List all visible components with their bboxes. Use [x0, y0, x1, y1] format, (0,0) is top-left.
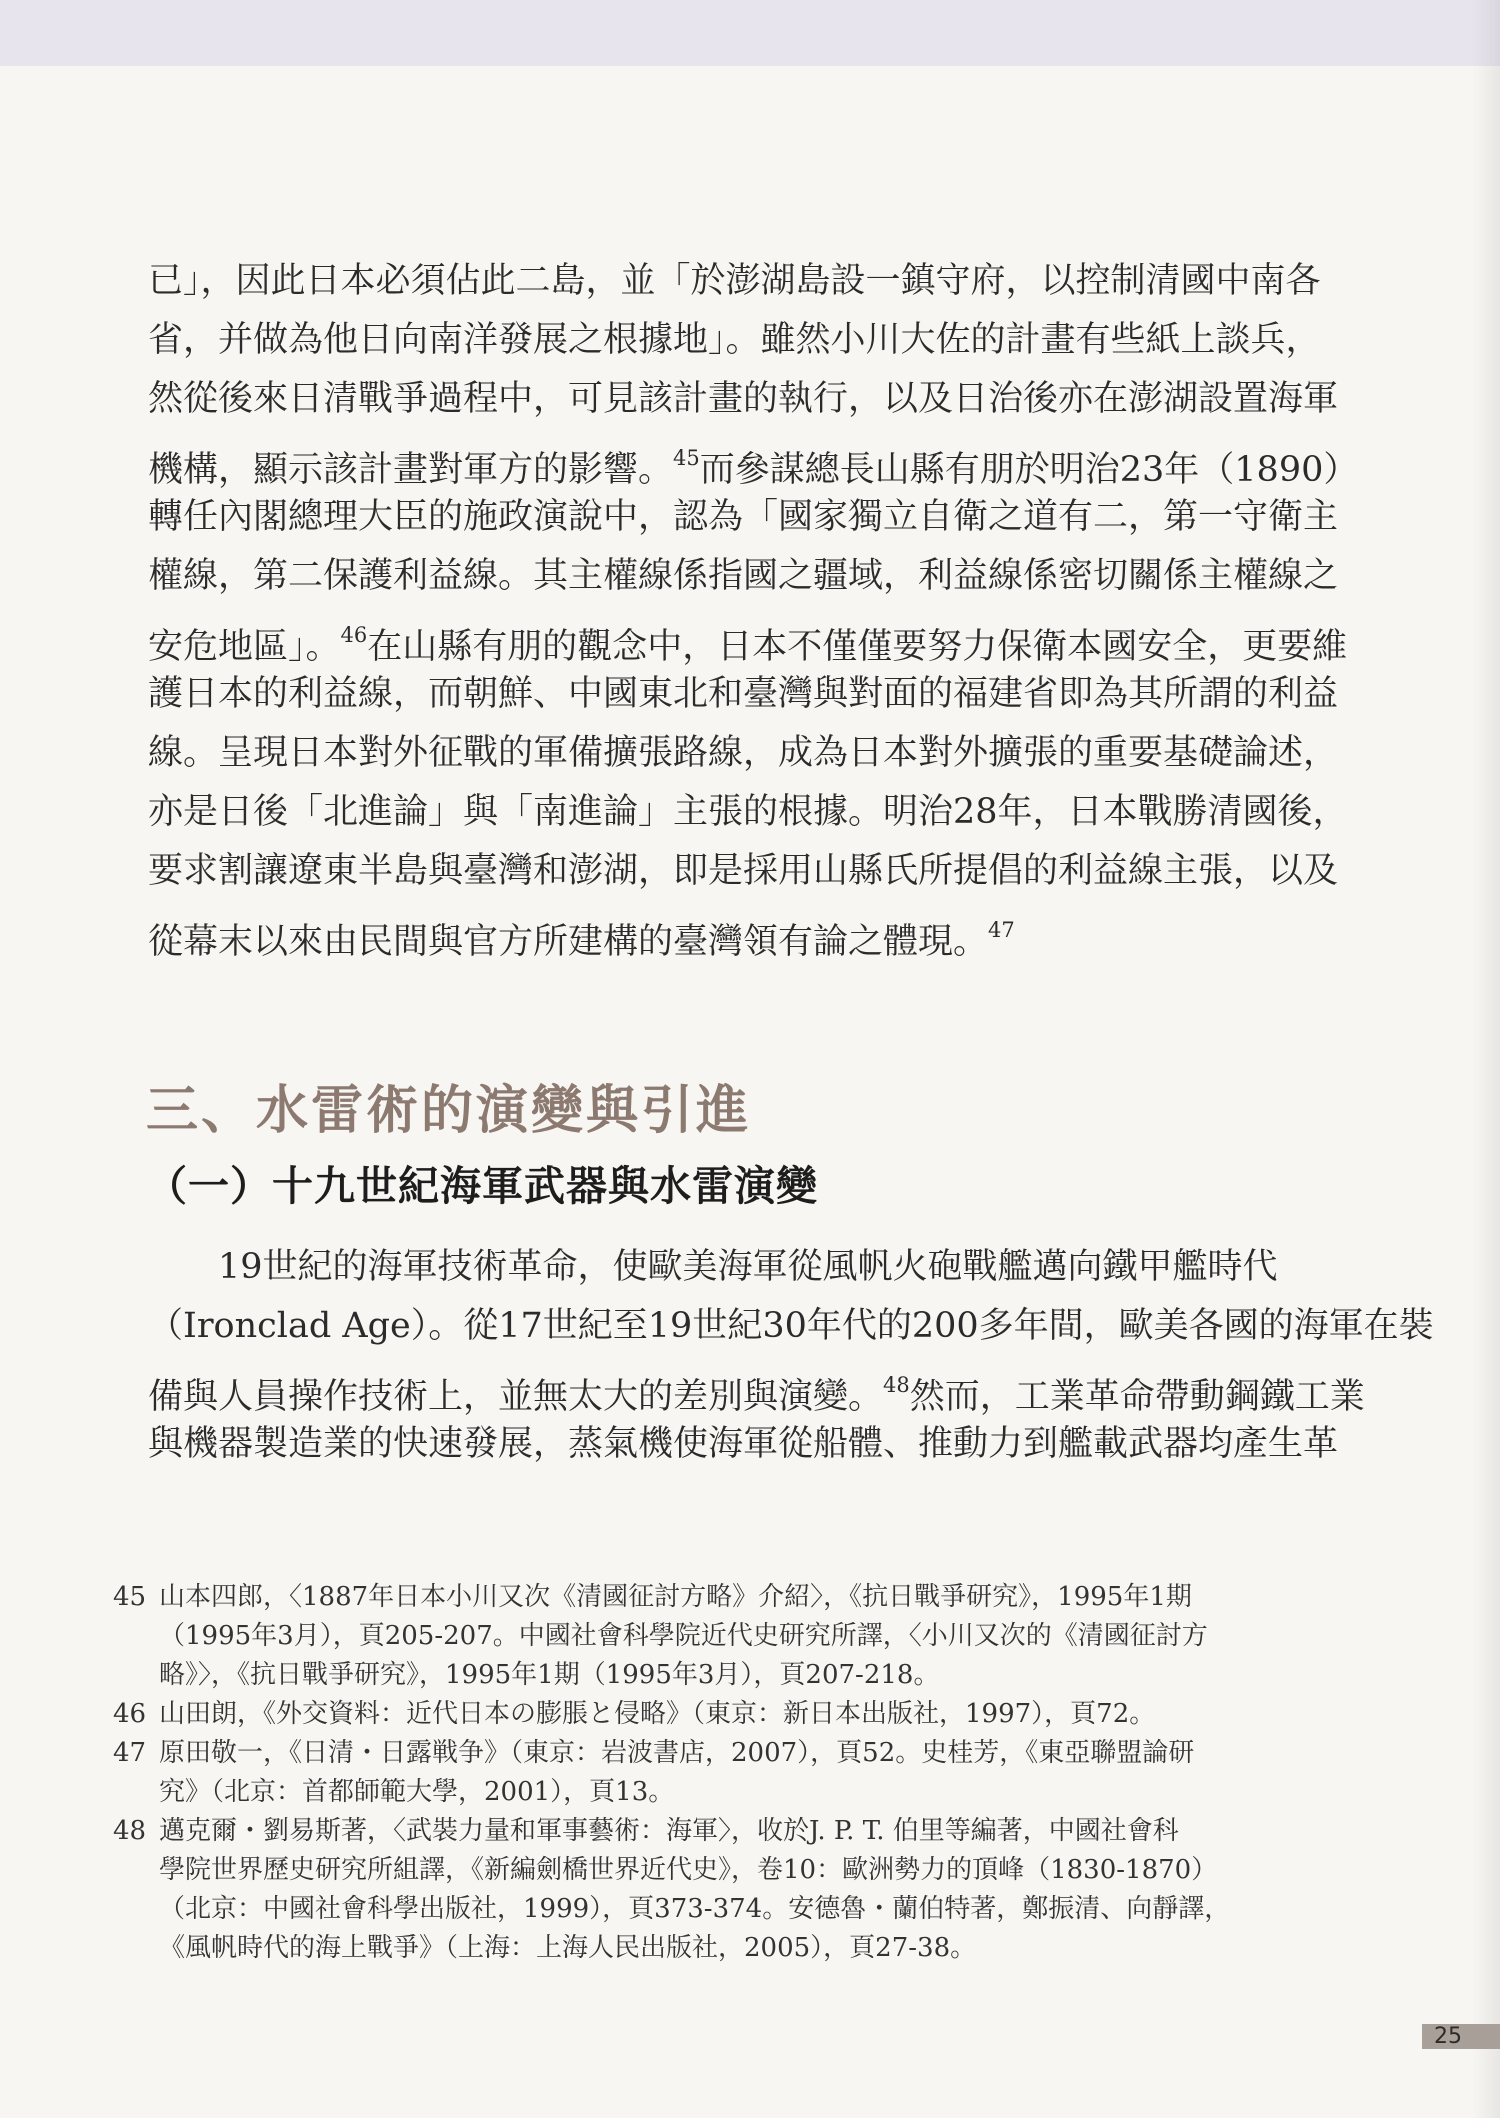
- footnote-line: 究》（北京：首都師範大學，2001），頁13。: [159, 1777, 675, 1807]
- page-number-badge: [1422, 2024, 1500, 2049]
- body-text-line: 19世紀的海軍技術革命，使歐美海軍從風帆火砲戰艦邁向鐵甲艦時代: [218, 1247, 1278, 1287]
- scan-edge-band: [0, 0, 1500, 66]
- body-text-segment: 從幕末以來由民間與官方所建構的臺灣領有論之體現。: [148, 922, 989, 962]
- footnote-number: 48: [113, 1816, 147, 1846]
- page-number: 25: [1434, 2024, 1462, 2049]
- body-text-line: [148, 429, 1358, 488]
- body-text-segment: 而參謀總長山縣有朋於明治23年（1890）: [699, 450, 1359, 490]
- body-text-line: 線。呈現日本對外征戰的軍備擴張路線，成為日本對外擴張的重要基礎論述，: [148, 733, 1339, 773]
- footnote-number: 45: [113, 1582, 147, 1612]
- body-text-line: 護日本的利益線，而朝鮮、中國東北和臺灣與對面的福建省即為其所謂的利益: [148, 674, 1339, 714]
- footnote-number: 46: [113, 1699, 147, 1729]
- footnote-line: [113, 1734, 1413, 1773]
- lead-paragraph: [148, 252, 1358, 960]
- footnote-text: 邁克爾・劉易斯著，〈武裝力量和軍事藝術：海軍〉，收於J. P. T. 伯里等編著，中國社會科: [159, 1816, 1179, 1846]
- footnote-line: 學院世界歷史研究所組譯，《新編劍橋世界近代史》，卷10：歐洲勢力的頂峰（1830-1870）: [159, 1855, 1218, 1885]
- footnote-line: [113, 1695, 1413, 1734]
- body-text-line: [148, 1356, 1365, 1417]
- footnote-line: [113, 1578, 1413, 1617]
- footnote-ref-47: 47: [988, 918, 1015, 942]
- section-heading: 三、水雷術的演變與引進: [146, 1081, 752, 1141]
- footnote-text: 原田敬一，《日清・日露戦争》（東京：岩波書店，2007），頁52。史桂芳，《東亞聯盟論研: [159, 1738, 1195, 1768]
- body-text-line: [148, 606, 1358, 665]
- body-text-line: [148, 901, 1358, 960]
- body-text-line: 已」，因此日本必須佔此二島，並「於澎湖島設一鎮守府，以控制清國中南各: [148, 261, 1321, 301]
- body-text-segment: 在山縣有朋的觀念中，日本不僅僅要努力保衛本國安全，更要維: [367, 627, 1348, 667]
- footnote-ref-48: 48: [883, 1373, 910, 1397]
- body-text-line: 與機器製造業的快速發展，蒸氣機使海軍從船體、推動力到艦載武器均產生革: [148, 1424, 1339, 1464]
- body-text-line: 省，并做為他日向南洋發展之根據地」。雖然小川大佐的計畫有些紙上談兵，: [148, 320, 1321, 360]
- body-text-segment: 備與人員操作技術上，並無太大的差別與演變。: [148, 1377, 884, 1417]
- footnotes: [113, 1578, 1413, 1968]
- footnote-line: 略》〉，《抗日戰爭研究》，1995年1期（1995年3月），頁207-218。: [159, 1660, 940, 1690]
- body-text-line: 轉任內閣總理大臣的施政演說中，認為「國家獨立自衛之道有二，第一守衛主: [148, 497, 1339, 537]
- second-paragraph: [148, 1238, 1434, 1474]
- footnote-line: 《風帆時代的海上戰爭》（上海：上海人民出版社，2005），頁27-38。: [159, 1933, 977, 1963]
- footnote-line: （1995年3月），頁205-207。中國社會科學院近代史研究所譯，〈小川又次的《清國征討方: [159, 1621, 1208, 1651]
- footnote-line: （北京：中國社會科學出版社，1999），頁373-374。安德魯・蘭伯特著，鄭振清、向靜譯，: [159, 1894, 1231, 1924]
- footnote-text: 山本四郎，〈1887年日本小川又次《清國征討方略》介紹〉，《抗日戰爭研究》，1995年1期: [159, 1582, 1192, 1612]
- footnote-line: [113, 1812, 1413, 1851]
- body-text-segment: 安危地區」。: [148, 627, 341, 667]
- body-text-line: （Ironclad Age）。從17世紀至19世紀30年代的200多年間，歐美各國的海軍在裝: [148, 1306, 1434, 1346]
- body-text-line: 然從後來日清戰爭過程中，可見該計畫的執行，以及日治後亦在澎湖設置海軍: [148, 379, 1339, 419]
- subsection-heading: （一）十九世紀海軍武器與水雷演變: [146, 1162, 818, 1210]
- footnote-number: 47: [113, 1738, 147, 1768]
- footnote-text: 山田朗，《外交資料：近代日本の膨脹と侵略》（東京：新日本出版社，1997），頁72。: [159, 1699, 1156, 1729]
- body-text-line: 權線，第二保護利益線。其主權線係指國之疆域，利益線係密切關係主權線之: [148, 556, 1339, 596]
- scan-edge-shade: [1472, 0, 1500, 2118]
- body-text-segment: 然而，工業革命帶動鋼鐵工業: [909, 1377, 1365, 1417]
- body-text-segment: 機構，顯示該計畫對軍方的影響。: [148, 450, 674, 490]
- footnote-ref-46: 46: [340, 623, 368, 647]
- footnote-ref-45: 45: [673, 446, 700, 470]
- body-text-line: 要求割讓遼東半島與臺灣和澎湖，即是採用山縣氏所提倡的利益線主張，以及: [148, 851, 1339, 891]
- body-text-line: 亦是日後「北進論」與「南進論」主張的根據。明治28年，日本戰勝清國後，: [148, 792, 1348, 832]
